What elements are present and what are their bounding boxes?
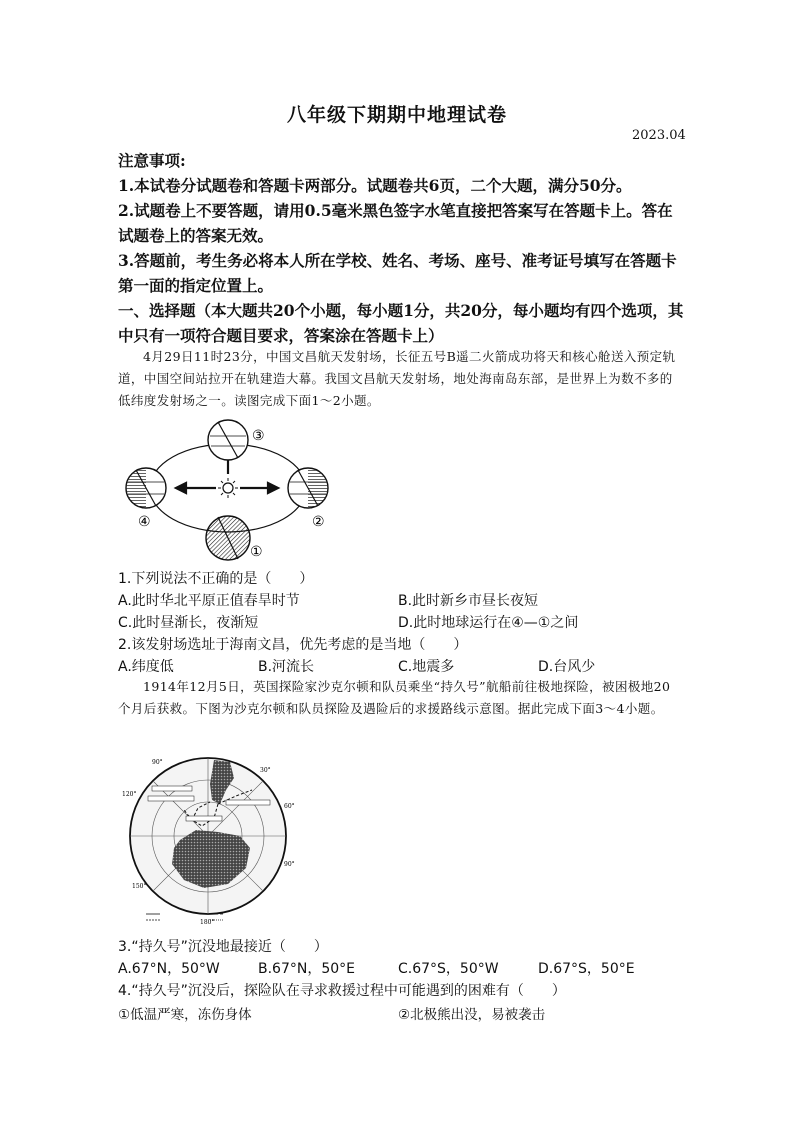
q2-option-b: B.河流长 bbox=[258, 659, 315, 675]
exam-date: 2023.04 bbox=[632, 128, 686, 143]
section-heading: 一、选择题（本大题共20个小题，每小题1分，共20分，每小题均有四个选项，其中只有一项符合题目要求，答案涂在答题卡上） bbox=[118, 301, 684, 345]
q3-option-a: A.67°N，50°W bbox=[118, 961, 220, 977]
lon-label-180: 180° bbox=[200, 919, 215, 926]
globe-1 bbox=[206, 516, 250, 560]
note-item-3: 3.答题前，考生务必将本人所在学校、姓名、考场、座号、准考证号填写在答题卡第一面的指定位置上。 bbox=[118, 251, 677, 295]
q2-stem: 2.该发射场选址于海南文昌，优先考虑的是当地（ ） bbox=[118, 637, 468, 653]
note-item-2: 2.试题卷上不要答题，请用0.5毫米黑色签字水笔直接把答案写在答题卡上。答在试题卷上的答案无效。 bbox=[118, 201, 673, 245]
q2-option-a: A.纬度低 bbox=[118, 659, 174, 675]
earth-orbit-diagram bbox=[118, 416, 336, 566]
lon-label-30: 30° bbox=[260, 767, 271, 774]
label-4: ④ bbox=[138, 514, 151, 530]
q1-option-b: B.此时新乡市昼长夜短 bbox=[398, 593, 539, 609]
q1-stem: 1.下列说法不正确的是（ ） bbox=[118, 571, 314, 587]
q1-option-c: C.此时昼渐长，夜渐短 bbox=[118, 615, 259, 631]
lon-label-90w: 90° bbox=[152, 759, 163, 766]
q3-option-b: B.67°N，50°E bbox=[258, 961, 356, 977]
lon-label-120: 120° bbox=[122, 791, 137, 798]
q2-option-c: C.地震多 bbox=[398, 659, 455, 675]
q1-option-a: A.此时华北平原正值春旱时节 bbox=[118, 593, 300, 609]
label-2: ② bbox=[312, 514, 325, 530]
q3-stem: 3.“持久号”沉没地最接近（ ） bbox=[118, 939, 328, 955]
passage-2: 1914年12月5日，英国探险家沙克尔顿和队员乘坐“持久号”航船前往极地探险，被困极地20个月后获救。下图为沙克尔顿和队员探险及遇险后的求援路线示意图。据此完成下面3～4小题。 bbox=[118, 679, 671, 716]
q4-stem: 4.“持久号”沉没后，探险队在寻求救援过程中可能遇到的困难有（ ） bbox=[118, 983, 566, 999]
sun-icon bbox=[218, 478, 238, 498]
q4-option-1: ①低温严寒，冻伤身体 bbox=[118, 1007, 252, 1023]
globe-3 bbox=[208, 420, 248, 460]
q1-option-d: D.此时地球运行在④—①之间 bbox=[398, 615, 579, 631]
antarctic-route-map bbox=[118, 748, 298, 930]
lon-label-150: 150° bbox=[132, 883, 147, 890]
passage-1: 4月29日11时23分，中国文昌航天发射场，长征五号B遥二火箭成功将天和核心舱送入预定轨道，中国空间站拉开在轨建造大幕。我国文昌航天发射场，地处海南岛东部，是世界上为数不多的低纬度发射场之一。读图完成下面1～2小题。 bbox=[118, 349, 676, 408]
label-1: ① bbox=[250, 544, 263, 560]
lon-label-90e: 90° bbox=[284, 861, 295, 868]
q3-option-c: C.67°S，50°W bbox=[398, 961, 499, 977]
globe-2 bbox=[288, 468, 328, 508]
q4-option-2: ②北极熊出没，易被袭击 bbox=[398, 1007, 546, 1023]
notes-heading: 注意事项: bbox=[118, 151, 186, 170]
notes-section bbox=[118, 148, 688, 348]
q3-option-d: D.67°S，50°E bbox=[538, 961, 635, 977]
lon-label-60: 60° bbox=[284, 803, 295, 810]
label-3: ③ bbox=[252, 428, 265, 444]
globe-4 bbox=[126, 468, 166, 508]
note-item-1: 1.本试卷分试题卷和答题卡两部分。试题卷共6页，二个大题，满分50分。 bbox=[118, 176, 632, 195]
page-title: 八年级下期期中地理试卷 bbox=[286, 104, 507, 126]
q2-option-d: D.台风少 bbox=[538, 659, 596, 675]
